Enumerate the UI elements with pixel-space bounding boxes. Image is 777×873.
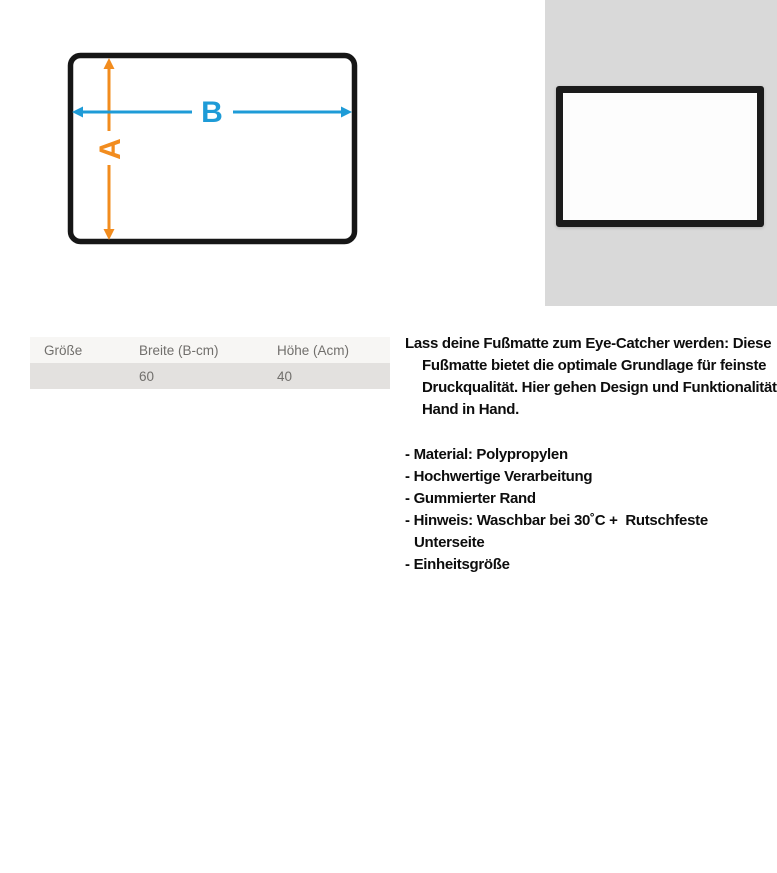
size-table-header-size: Größe xyxy=(44,342,83,358)
description-line: Lass deine Fußmatte zum Eye-Catcher werden: Diese xyxy=(405,335,772,352)
size-diagram xyxy=(60,45,370,255)
product-description xyxy=(405,333,777,576)
description-line: Druckqualität. Hier gehen Design und Funktionalität xyxy=(422,379,777,396)
doormat-image xyxy=(556,86,764,227)
width-label: B xyxy=(201,96,223,129)
size-table-header-width: Breite (B-cm) xyxy=(139,342,219,358)
feature-line: - Hinweis: Waschbar bei 30˚C + Rutschfeste xyxy=(405,512,708,529)
size-table-header-height: Höhe (Acm) xyxy=(277,342,350,358)
size-table-header-row xyxy=(30,337,390,363)
product-photo[interactable] xyxy=(545,0,777,306)
size-cell-height: 40 xyxy=(277,368,293,384)
size-cell-width: 60 xyxy=(139,368,155,384)
feature-line: - Einheitsgröße xyxy=(405,556,510,573)
description-line: Fußmatte bietet die optimale Grundlage für feinste xyxy=(422,357,767,374)
height-label: A xyxy=(94,138,127,160)
size-table xyxy=(30,337,390,389)
size-table-row xyxy=(30,363,390,389)
feature-line: - Gummierter Rand xyxy=(405,490,536,507)
description-paragraph xyxy=(405,333,777,421)
feature-line: - Material: Polypropylen xyxy=(405,446,568,463)
feature-list xyxy=(405,444,777,576)
feature-line: Unterseite xyxy=(414,534,485,551)
description-line: Hand in Hand. xyxy=(422,401,519,418)
feature-line: - Hochwertige Verarbeitung xyxy=(405,468,593,485)
